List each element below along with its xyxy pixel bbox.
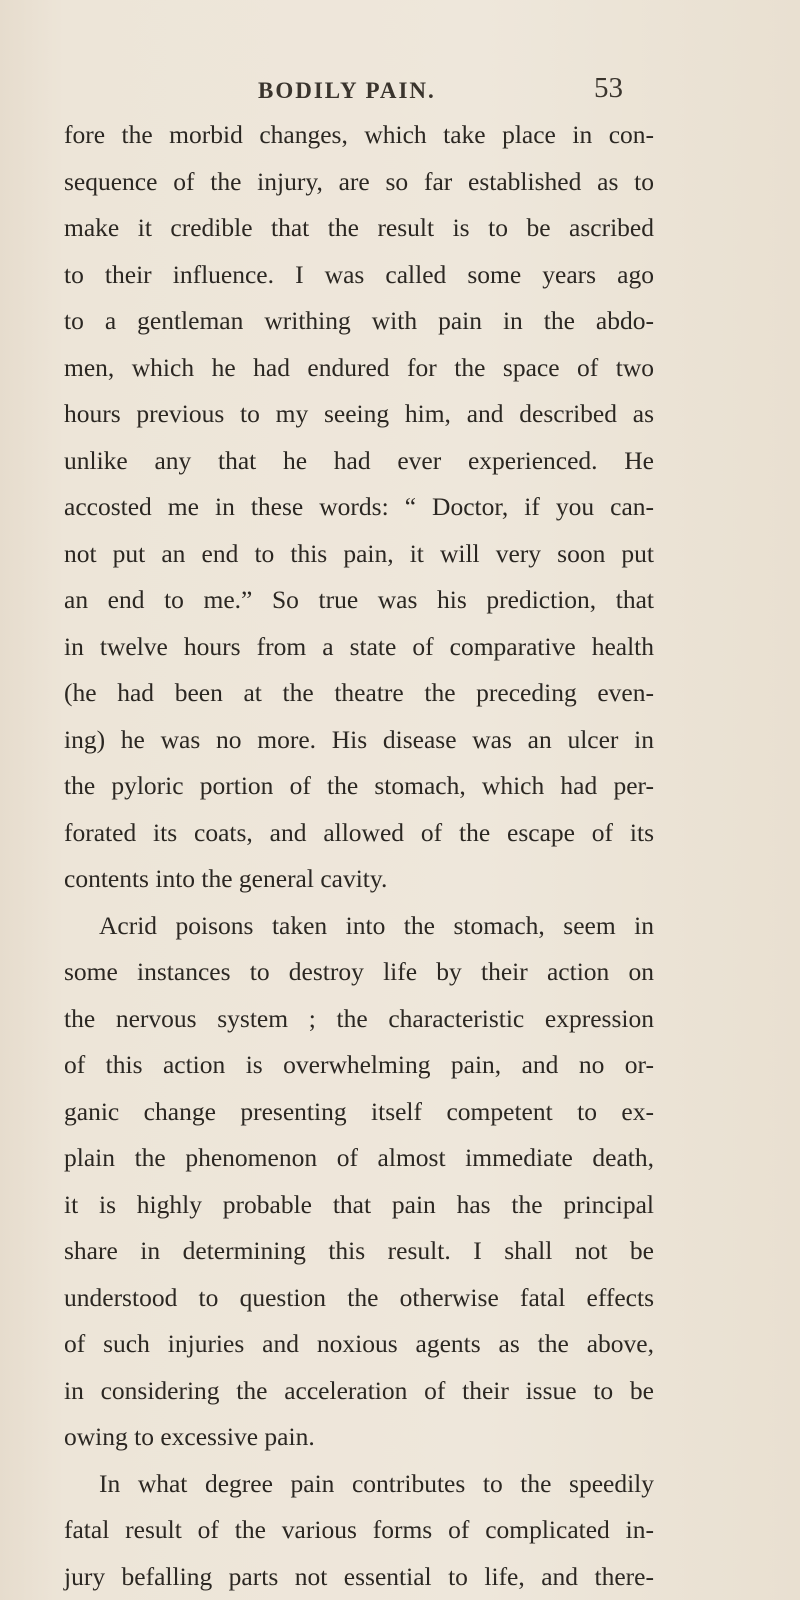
text-line: of this action is overwhelming pain, and no or- (64, 1042, 654, 1089)
text-line: ganic change presenting itself competent to ex- (64, 1089, 654, 1136)
text-line: it is highly probable that pain has the principal (64, 1182, 654, 1229)
text-line: not put an end to this pain, it will very soon put (64, 531, 654, 578)
text-line: in considering the acceleration of their issue to be (64, 1368, 654, 1415)
text-line: of such injuries and noxious agents as the above, (64, 1321, 654, 1368)
text-line: owing to excessive pain. (64, 1414, 654, 1461)
text-line: in twelve hours from a state of comparative health (64, 624, 654, 671)
text-line: ing) he was no more. His disease was an ulcer in (64, 717, 654, 764)
text-line: to their influence. I was called some years ago (64, 252, 654, 299)
text-line: In what degree pain contributes to the speedily (64, 1461, 654, 1508)
text-line: (he had been at the theatre the preceding even- (64, 670, 654, 717)
text-line: contents into the general cavity. (64, 856, 654, 903)
body-text (64, 112, 654, 1600)
text-line: some instances to destroy life by their action on (64, 949, 654, 996)
text-line: forated its coats, and allowed of the escape of its (64, 810, 654, 857)
text-line: hours previous to my seeing him, and described as (64, 391, 654, 438)
text-line: the nervous system ; the characteristic expression (64, 996, 654, 1043)
text-line: understood to question the otherwise fatal effects (64, 1275, 654, 1322)
text-line: an end to me.” So true was his prediction, that (64, 577, 654, 624)
page-number: 53 (594, 72, 623, 105)
text-line: accosted me in these words: “ Doctor, if you can- (64, 484, 654, 531)
text-line: unlike any that he had ever experienced. He (64, 438, 654, 485)
text-line: men, which he had endured for the space of two (64, 345, 654, 392)
text-line: jury befalling parts not essential to life, and there- (64, 1554, 654, 1600)
text-line: to a gentleman writhing with pain in the abdo- (64, 298, 654, 345)
text-line: the pyloric portion of the stomach, which had per- (64, 763, 654, 810)
text-line: fore the morbid changes, which take place in con- (64, 112, 654, 159)
text-line: fatal result of the various forms of complicated in- (64, 1507, 654, 1554)
text-line: make it credible that the result is to be ascribed (64, 205, 654, 252)
text-line: Acrid poisons taken into the stomach, seem in (64, 903, 654, 950)
text-line: plain the phenomenon of almost immediate death, (64, 1135, 654, 1182)
running-head: BODILY PAIN. (258, 78, 436, 104)
text-line: share in determining this result. I shall not be (64, 1228, 654, 1275)
text-line: sequence of the injury, are so far established as to (64, 159, 654, 206)
